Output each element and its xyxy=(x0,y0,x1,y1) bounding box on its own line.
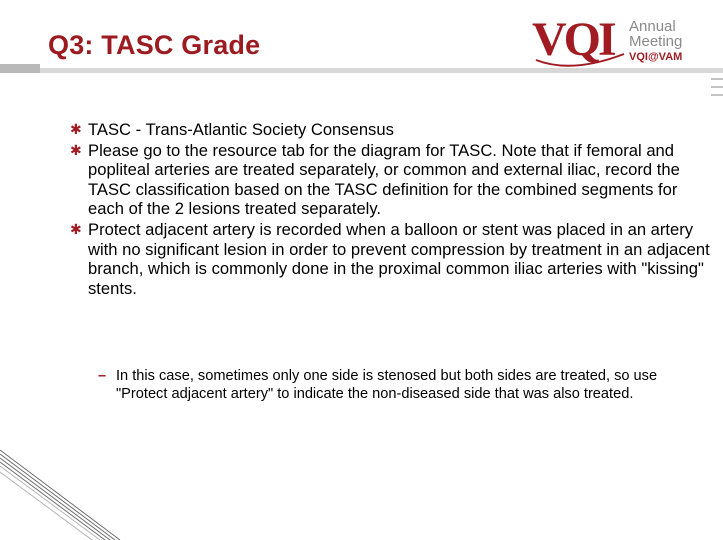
list-item xyxy=(70,141,710,219)
list-item xyxy=(98,368,698,403)
list-item xyxy=(70,120,710,140)
logo-line2: Meeting xyxy=(629,33,683,50)
dash-icon: – xyxy=(98,368,107,384)
logo-line1: Annual xyxy=(629,18,676,35)
logo-tag: VQI@VAM xyxy=(629,51,683,63)
header-rule-left xyxy=(0,64,40,73)
decor-tick xyxy=(711,94,723,96)
vqi-logo xyxy=(532,14,712,74)
decor-tick xyxy=(711,78,723,80)
bullet-icon: ✱ xyxy=(70,121,82,137)
bullet-icon: ✱ xyxy=(70,220,82,237)
bullet-text: Protect adjacent artery is recorded when a balloon or stent was placed in an artery with no significant lesion in order to prevent compression by treatment in an adjacent branch, which is commonly done in the proximal common iliac arteries with "kissing" stents. xyxy=(88,219,710,298)
bullet-list xyxy=(70,120,710,299)
sub-bullet-text: In this case, sometimes only one side is stenosed but both sides are treated, so use "Protect adjacent artery" to indicate the non-diseased side that was also treated. xyxy=(116,368,658,402)
slide-title: Q3: TASC Grade xyxy=(48,30,261,60)
logo-mark: VQI xyxy=(532,13,614,66)
decor-tick xyxy=(711,86,723,88)
corner-decoration xyxy=(0,420,260,540)
sub-bullet-list xyxy=(98,368,698,403)
list-item xyxy=(70,220,710,298)
bullet-text: TASC - Trans-Atlantic Society Consensus xyxy=(88,120,394,139)
bullet-icon: ✱ xyxy=(70,141,82,158)
bullet-text: Please go to the resource tab for the diagram for TASC. Note that if femoral and popliteal arteries are treated separately, or common and external iliac, record the TASC classification based on the TASC definition for the combined segments for each of the 2 lesions treated separately. xyxy=(88,140,680,219)
